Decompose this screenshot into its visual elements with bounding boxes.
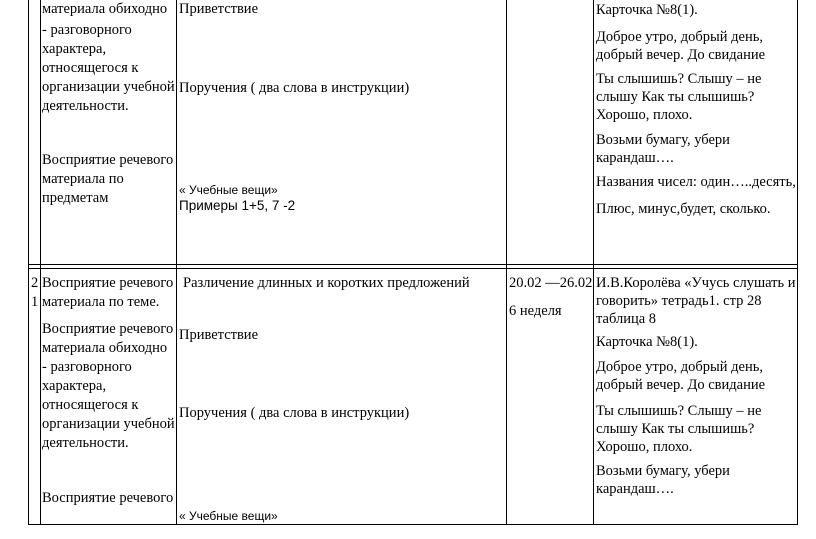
text-line: относящегося к bbox=[42, 397, 139, 413]
grid-line bbox=[176, 0, 177, 525]
text-line: И.В.Королёва «Учусь слушать и bbox=[596, 275, 796, 291]
text-line: добрый вечер. До свидание bbox=[596, 47, 766, 63]
row-number-digit: 1 bbox=[31, 294, 39, 310]
row-number-digit: 2 bbox=[31, 275, 39, 291]
text-line: слышу Как ты слышишь? bbox=[596, 421, 755, 437]
text-line: Названия чисел: один…..десять, bbox=[596, 174, 796, 190]
text-line: Восприятие речевого bbox=[42, 321, 174, 337]
grid-line bbox=[797, 0, 798, 525]
date-range: 20.02 —26.02 bbox=[509, 275, 593, 291]
greeting-topic: Приветствие bbox=[179, 327, 259, 343]
grid-line bbox=[593, 0, 594, 525]
instructions-topic: Поручения ( два слова в инструкции) bbox=[179, 405, 410, 421]
week-label: 6 неделя bbox=[509, 303, 562, 319]
card-reference: Карточка №8(1). bbox=[596, 334, 698, 350]
instructions-topic: Поручения ( два слова в инструкции) bbox=[179, 80, 410, 96]
text-line: говорить» тетрадь1. стр 28 bbox=[596, 293, 762, 309]
card-reference: Карточка №8(1). bbox=[596, 2, 698, 18]
text-line: Восприятие речевого bbox=[42, 275, 174, 291]
text-line: Восприятие речевого bbox=[42, 152, 174, 168]
row-divider bbox=[28, 264, 798, 265]
text-line: материала по bbox=[42, 171, 124, 187]
grid-line bbox=[40, 0, 41, 525]
text-line: карандаш…. bbox=[596, 481, 674, 497]
text-line: карандаш…. bbox=[596, 150, 674, 166]
school-things-topic: « Учебные вещи» bbox=[179, 183, 278, 197]
text-line: Плюс, минус,будет, сколько. bbox=[596, 201, 771, 217]
text-line: Доброе утро, добрый день, bbox=[596, 29, 763, 45]
grid-line bbox=[28, 0, 29, 525]
text-line: Ты слышишь? Слышу – не bbox=[596, 403, 762, 419]
text-line: характера, bbox=[42, 378, 107, 394]
row-divider bbox=[28, 268, 798, 269]
text-line: - разговорного bbox=[42, 359, 132, 375]
text-line: слышу Как ты слышишь? bbox=[596, 89, 755, 105]
greeting-topic: Приветствие bbox=[179, 1, 259, 17]
text-line: Доброе утро, добрый день, bbox=[596, 359, 763, 375]
text-line: Возьми бумагу, убери bbox=[596, 132, 730, 148]
text-line: Хорошо, плохо. bbox=[596, 107, 693, 123]
text-line: материала обиходно bbox=[42, 340, 168, 356]
text-line: Ты слышишь? Слышу – не bbox=[596, 71, 762, 87]
table-bottom-border bbox=[28, 524, 798, 525]
examples-topic: Примеры 1+5, 7 -2 bbox=[179, 198, 296, 213]
text-line: материала по теме. bbox=[42, 294, 160, 310]
text-line: организации учебной bbox=[42, 416, 175, 432]
school-things-topic: « Учебные вещи» bbox=[179, 509, 278, 523]
text-line: Хорошо, плохо. bbox=[596, 439, 693, 455]
text-line: характера, bbox=[42, 41, 107, 57]
text-line: материала обиходно bbox=[42, 1, 168, 17]
text-line: добрый вечер. До свидание bbox=[596, 377, 766, 393]
text-line: организации учебной bbox=[42, 79, 175, 95]
text-line: относящегося к bbox=[42, 60, 139, 76]
text-line: Возьми бумагу, убери bbox=[596, 463, 730, 479]
grid-line bbox=[506, 0, 507, 525]
text-line: таблица 8 bbox=[596, 311, 657, 327]
text-line: деятельности. bbox=[42, 98, 129, 114]
text-line: предметам bbox=[42, 190, 109, 206]
text-line: деятельности. bbox=[42, 435, 129, 451]
text-line: - разговорного bbox=[42, 22, 132, 38]
text-line: Восприятие речевого bbox=[42, 490, 174, 506]
distinction-topic: Различение длинных и коротких предложений bbox=[183, 275, 470, 291]
